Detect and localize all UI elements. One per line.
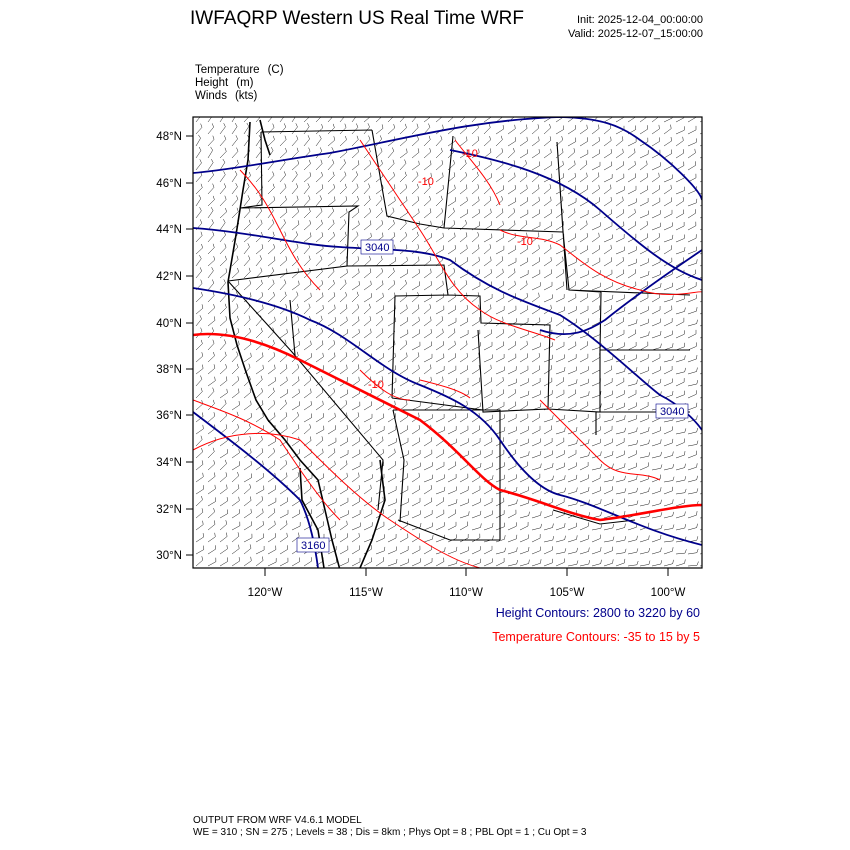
footer-line-1: OUTPUT FROM WRF V4.6.1 MODEL bbox=[193, 815, 362, 826]
field-winds: Winds (kts) bbox=[195, 90, 258, 102]
field-height: Height (m) bbox=[195, 77, 254, 89]
longitude-axis bbox=[248, 568, 686, 599]
lat-label-40: 40°N bbox=[156, 318, 182, 330]
lon-label-110: 110°W bbox=[449, 587, 483, 599]
lat-label-48: 48°N bbox=[156, 131, 182, 143]
lat-label-42: 42°N bbox=[156, 271, 182, 283]
height-contours bbox=[193, 117, 702, 568]
height-label-1: 3040 bbox=[365, 242, 390, 254]
wind-barbs bbox=[196, 111, 710, 566]
model-footer bbox=[193, 815, 586, 839]
temp-label-2: -10 bbox=[418, 176, 434, 188]
state-boundaries bbox=[228, 130, 690, 540]
lon-label-105: 105°W bbox=[549, 587, 585, 599]
temp-label-3: -10 bbox=[517, 236, 533, 248]
lat-label-36: 36°N bbox=[156, 410, 182, 422]
lat-label-32: 32°N bbox=[156, 504, 182, 516]
footer-line-2: WE = 310 ; SN = 275 ; Levels = 38 ; Dis = 8km ; Phys Opt = 8 ; PBL Opt = 1 ; Cu Opt = 3 bbox=[193, 827, 587, 838]
height-label-3: 3160 bbox=[301, 540, 326, 552]
map-title: IWFAQRP Western US Real Time WRF bbox=[190, 8, 524, 29]
lat-label-38: 38°N bbox=[156, 364, 182, 376]
field-temperature: Temperature (C) bbox=[195, 64, 284, 76]
lon-label-115: 115°W bbox=[349, 587, 383, 599]
lat-label-34: 34°N bbox=[156, 457, 182, 469]
temperature-contours bbox=[193, 140, 702, 568]
map-frame bbox=[193, 117, 702, 568]
temperature-contour-note: Temperature Contours: -35 to 15 by 5 bbox=[492, 630, 700, 644]
height-label-2: 3040 bbox=[660, 406, 685, 418]
valid-time: Valid: 2025-12-07_15:00:00 bbox=[568, 28, 703, 40]
coastline bbox=[228, 120, 385, 570]
lat-label-44: 44°N bbox=[156, 224, 182, 236]
lat-label-30: 30°N bbox=[156, 550, 182, 562]
init-time: Init: 2025-12-04_00:00:00 bbox=[577, 14, 703, 26]
latitude-axis bbox=[156, 131, 193, 562]
lon-label-100: 100°W bbox=[650, 587, 686, 599]
lon-label-120: 120°W bbox=[247, 587, 283, 599]
temp-label-4: -10 bbox=[368, 379, 384, 391]
lat-label-46: 46°N bbox=[156, 178, 182, 190]
height-contour-note: Height Contours: 2800 to 3220 by 60 bbox=[495, 606, 700, 620]
temp-label-1: -10 bbox=[462, 148, 478, 160]
